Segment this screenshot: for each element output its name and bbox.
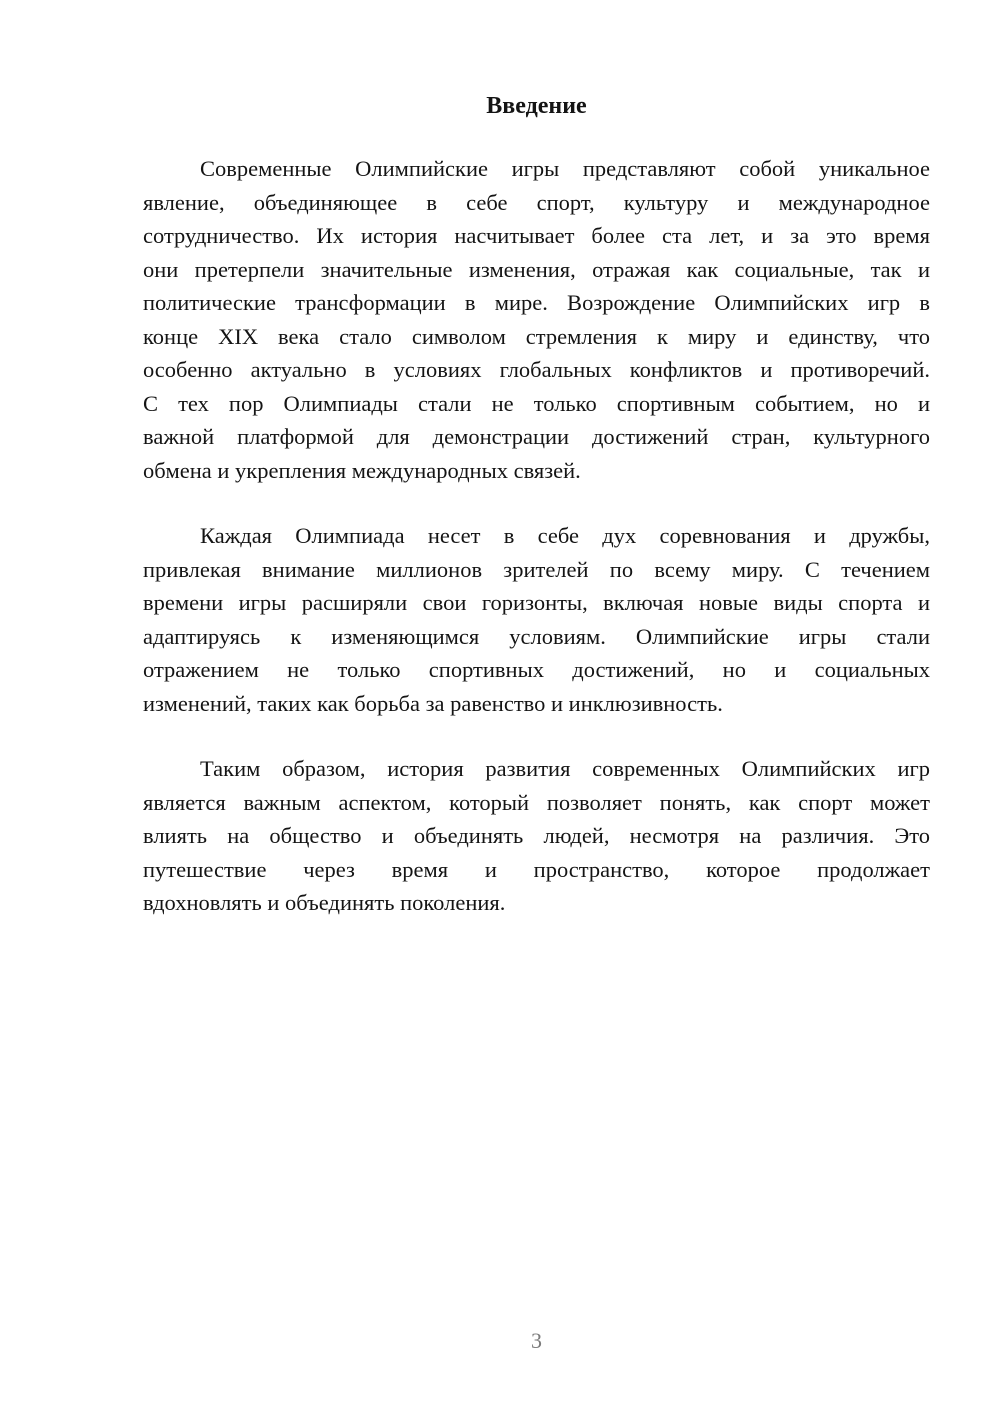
text-line: отражением не только спортивных достижений, но и социальных xyxy=(143,657,930,682)
text-line: адаптируясь к изменяющимся условиям. Олимпийские игры стали xyxy=(143,623,930,649)
text-line: явление, объединяющее в себе спорт, культуру и международное xyxy=(143,189,930,215)
paragraph xyxy=(143,519,930,720)
text-line: Таким образом, история развития современных Олимпийских игр xyxy=(200,756,930,781)
text-line: политические трансформации в мире. Возрождение Олимпийских игр в xyxy=(143,290,930,315)
text-line: вдохновлять и объединять поколения. xyxy=(143,890,506,915)
text-line: изменений, таких как борьба за равенство и инклюзивность. xyxy=(143,690,723,716)
text-line: обмена и укрепления международных связей. xyxy=(143,457,581,483)
text-line: особенно актуально в условиях глобальных конфликтов и противоречий. xyxy=(143,357,930,382)
text-line: привлекая внимание миллионов зрителей по всему миру. С течением xyxy=(143,556,930,582)
text-line: конце XIX века стало символом стремления к миру и единству, что xyxy=(143,323,930,349)
text-line: сотрудничество. Их история насчитывает более ста лет, и за это время xyxy=(143,223,930,248)
text-line: Современные Олимпийские игры представляют собой уникальное xyxy=(200,156,930,181)
section-heading: Введение xyxy=(486,93,587,119)
page-number: 3 xyxy=(531,1328,542,1353)
text-line: времени игры расширяли свои горизонты, включая новые виды спорта и xyxy=(143,590,930,615)
text-line: путешествие через время и пространство, которое продолжает xyxy=(143,856,930,882)
text-line: является важным аспектом, который позволяет понять, как спорт может xyxy=(143,789,930,815)
text-line: влиять на общество и объединять людей, несмотря на различия. Это xyxy=(143,823,930,848)
page-footer xyxy=(143,1324,930,1357)
text-line: Каждая Олимпиада несет в себе дух соревнования и дружбы, xyxy=(200,523,930,548)
paragraph xyxy=(143,752,930,920)
document-body xyxy=(143,152,930,920)
paragraph xyxy=(143,152,930,487)
text-line: они претерпели значительные изменения, отражая как социальные, так и xyxy=(143,256,930,282)
text-line: важной платформой для демонстрации достижений стран, культурного xyxy=(143,424,930,449)
text-line: С тех пор Олимпиады стали не только спортивным событием, но и xyxy=(143,390,930,416)
